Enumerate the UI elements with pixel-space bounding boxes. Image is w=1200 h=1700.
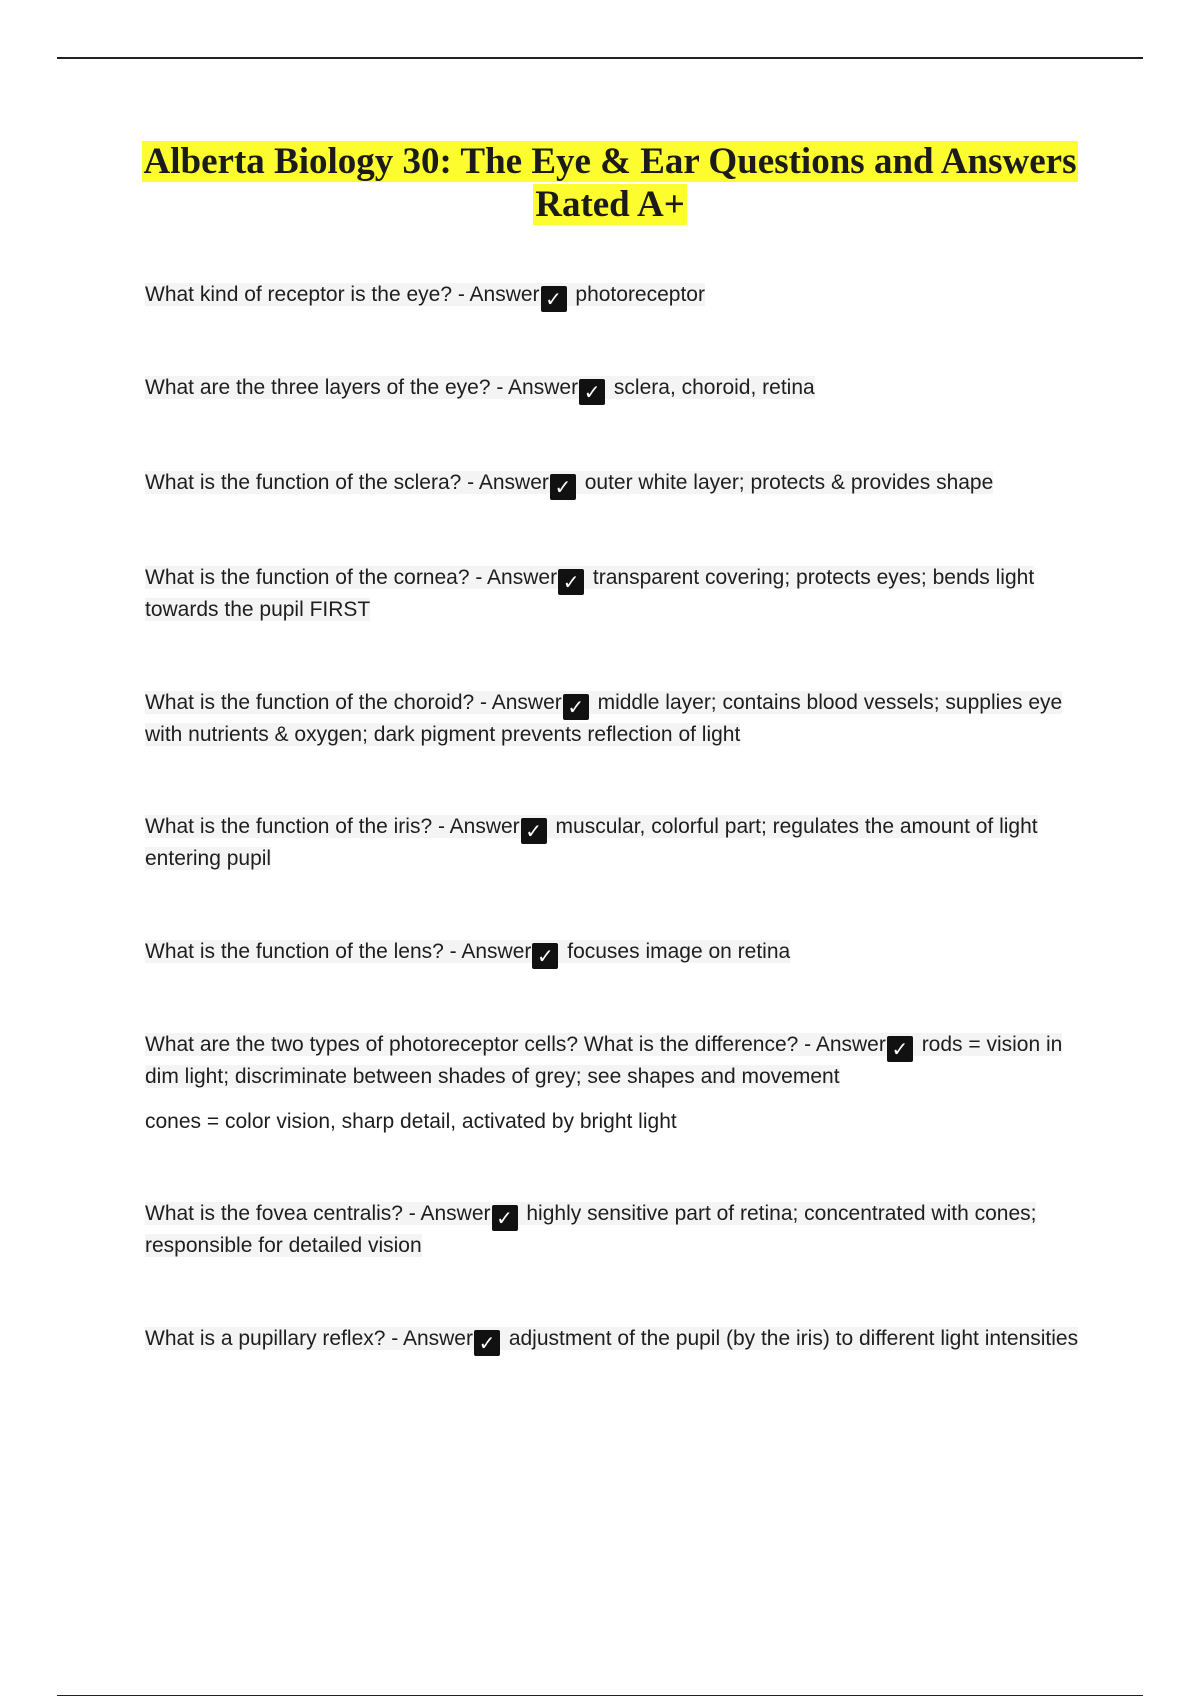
answer-label: Answer [402, 1327, 473, 1350]
check-icon: ✓ [887, 1036, 913, 1062]
check-icon: ✓ [563, 694, 589, 720]
answer-label: Answer [449, 815, 520, 838]
check-icon: ✓ [474, 1330, 500, 1356]
check-icon: ✓ [521, 818, 547, 844]
footer-rule [57, 1695, 1143, 1696]
answer-label: Answer [469, 283, 540, 306]
qa-item-6: What is the function of the iris? - Answer ✓ muscular, colorful part; regulates the amount of light entering pupil [145, 815, 1038, 870]
check-icon: ✓ [558, 569, 584, 595]
check-icon: ✓ [492, 1205, 518, 1231]
check-icon: ✓ [550, 474, 576, 500]
header-rule [57, 57, 1143, 59]
answer-label: Answer [487, 566, 558, 589]
answer-text: muscular, colorful part; regulates the amount of light entering pupil [145, 815, 1038, 870]
qa-item-2: What are the three layers of the eye? - Answer ✓ sclera, choroid, retina [145, 376, 815, 404]
check-icon: ✓ [579, 379, 605, 405]
answer-text: photoreceptor [575, 283, 705, 306]
qa-item-8: What are the two types of photoreceptor cells? What is the difference? - Answer ✓ rods = vision in dim light; discriminate between shades of grey; see shapes and movement cones = color vision, sharp detail, activated by bright light [145, 1030, 1085, 1137]
question-text: What are the two types of photoreceptor cells? What is the difference? [145, 1033, 799, 1056]
answer-label: Answer [478, 471, 549, 494]
check-icon: ✓ [541, 286, 567, 312]
answer-text: focuses image on retina [567, 940, 791, 963]
qa-item-9: What is the fovea centralis? - Answer ✓ highly sensitive part of retina; concentrated with cones; responsible for detailed vision [145, 1202, 1037, 1257]
title-line-1: Alberta Biology 30: The Eye & Ear Questions and Answers [143, 141, 1077, 182]
answer-text: middle layer; contains blood vessels; supplies eye with nutrients & oxygen; dark pigment prevents reflection of light [145, 691, 1063, 746]
answer-text: rods = vision in dim light; discriminate between shades of grey; see shapes and movement [145, 1033, 1063, 1088]
question-text: What is the fovea centralis? [145, 1202, 403, 1225]
question-text: What is the function of the lens? [145, 940, 444, 963]
qa-item-10: What is a pupillary reflex? - Answer ✓ adjustment of the pupil (by the iris) to different light intensities [145, 1327, 1079, 1355]
qa-item-1: What kind of receptor is the eye? - Answer ✓ photoreceptor [145, 283, 705, 311]
answer-label: Answer [420, 1202, 491, 1225]
qa-item-5: What is the function of the choroid? - Answer ✓ middle layer; contains blood vessels; supplies eye with nutrients & oxygen; dark pigment prevents reflection of light [145, 691, 1063, 746]
question-text: What is the function of the sclera? [145, 471, 462, 494]
question-text: What kind of receptor is the eye? [145, 283, 452, 306]
question-text: What is the function of the iris? [145, 815, 433, 838]
answer-text: sclera, choroid, retina [613, 376, 815, 399]
answer-label: Answer [815, 1033, 886, 1056]
qa-item-3: What is the function of the sclera? - Answer ✓ outer white layer; protects & provides shape [145, 471, 994, 499]
question-text: What is the function of the choroid? [145, 691, 475, 714]
answer-text: adjustment of the pupil (by the iris) to different light intensities [508, 1327, 1079, 1350]
answer-extra-text: cones = color vision, sharp detail, activated by bright light [145, 1110, 677, 1133]
answer-label: Answer [508, 376, 579, 399]
answer-text: outer white layer; protects & provides shape [584, 471, 994, 494]
qa-item-4: What is the function of the cornea? - Answer ✓ transparent covering; protects eyes; bends light towards the pupil FIRST [145, 566, 1035, 621]
question-text: What are the three layers of the eye? [145, 376, 491, 399]
answer-label: Answer [461, 940, 532, 963]
answer-text: highly sensitive part of retina; concentrated with cones; responsible for detailed vision [145, 1202, 1037, 1257]
document-title [130, 140, 1090, 226]
qa-item-7: What is the function of the lens? - Answer ✓ focuses image on retina [145, 940, 791, 968]
question-text: What is the function of the cornea? [145, 566, 470, 589]
title-line-2: Rated A+ [535, 184, 685, 225]
answer-text: transparent covering; protects eyes; bends light towards the pupil FIRST [145, 566, 1035, 621]
check-icon: ✓ [532, 943, 558, 969]
question-text: What is a pupillary reflex? [145, 1327, 386, 1350]
answer-label: Answer [491, 691, 562, 714]
